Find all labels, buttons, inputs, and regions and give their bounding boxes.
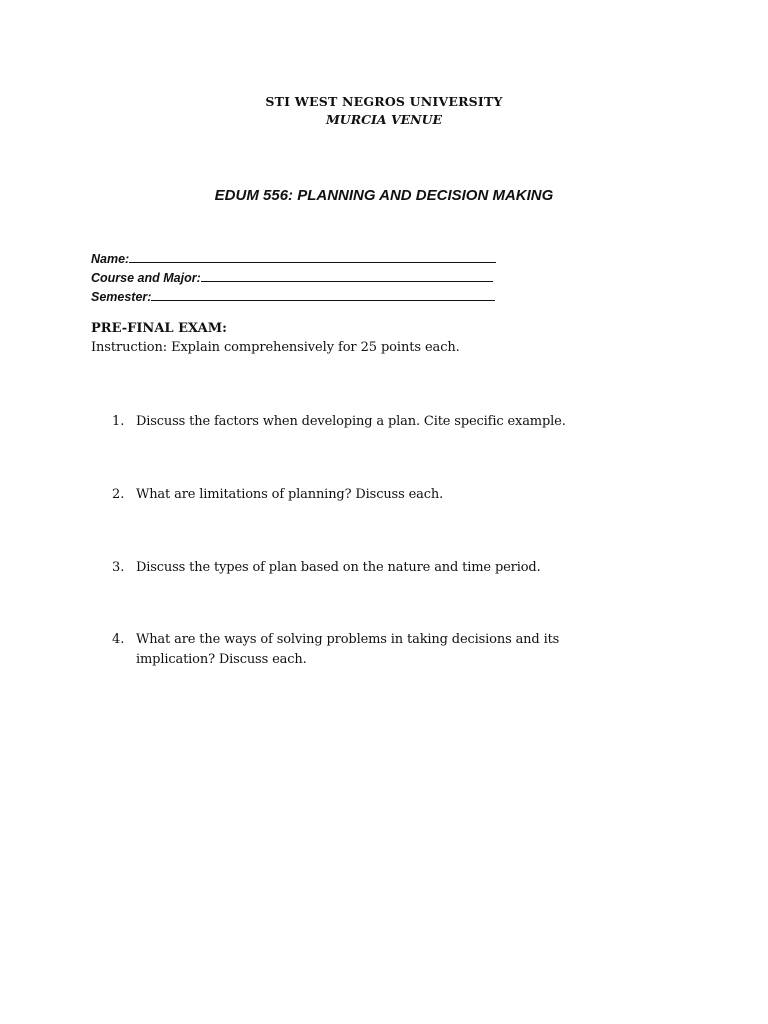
exam-label: PRE-FINAL EXAM: — [91, 321, 227, 336]
question-item-4 — [112, 630, 622, 670]
semester-label: Semester: — [91, 290, 152, 304]
course-title: EDUM 556: PLANNING AND DECISION MAKING — [214, 187, 554, 204]
question-number: 3. — [112, 560, 125, 575]
name-label: Name: — [91, 252, 130, 266]
question-text: What are the ways of solving problems in taking decisions and its implication? Discuss each. — [136, 632, 560, 667]
question-item-2 — [112, 485, 642, 505]
student-info-fields — [91, 247, 501, 304]
university-name: STI WEST NEGROS UNIVERSITY — [265, 94, 503, 109]
course-major-label: Course and Major: — [91, 271, 201, 285]
course-major-field — [91, 266, 501, 285]
question-text: Discuss the factors when developing a plan. Cite specific example. — [136, 414, 566, 429]
venue-name: MURCIA VENUE — [325, 112, 443, 127]
question-number: 4. — [112, 632, 125, 647]
question-number: 1. — [112, 414, 125, 429]
exam-instruction: Instruction: Explain comprehensively for 25 points each. — [91, 340, 460, 355]
name-blank-line — [129, 262, 496, 263]
name-field — [91, 247, 501, 266]
semester-blank-line — [151, 300, 495, 301]
question-item-3 — [112, 558, 642, 578]
question-text: Discuss the types of plan based on the nature and time period. — [136, 560, 541, 575]
question-item-1 — [112, 412, 642, 432]
question-text: What are limitations of planning? Discuss each. — [136, 487, 444, 502]
semester-field — [91, 285, 501, 304]
course-major-blank-line — [201, 281, 493, 282]
question-number: 2. — [112, 487, 125, 502]
